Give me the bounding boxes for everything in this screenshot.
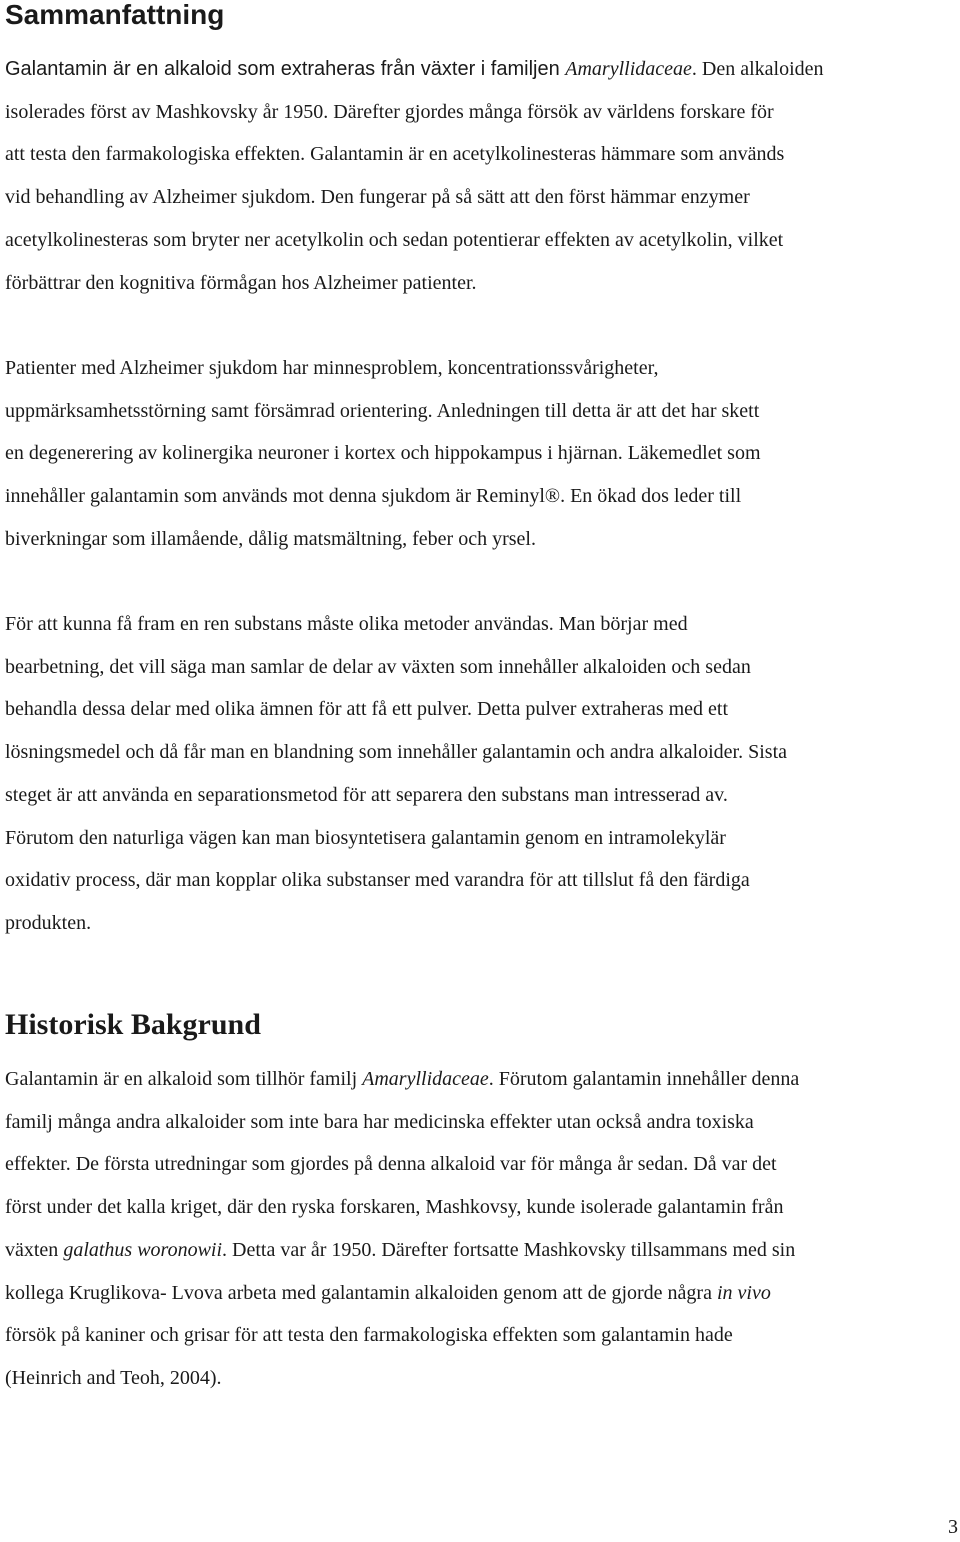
italic-term: Amaryllidaceae bbox=[565, 58, 692, 80]
text-line: Patienter med Alzheimer sjukdom har minnesproblem, koncentrationssvårigheter, bbox=[5, 357, 659, 379]
text-line: behandla dessa delar med olika ämnen för att få ett pulver. Detta pulver extraheras med ett bbox=[5, 698, 729, 721]
text-line: förbättrar den kognitiva förmågan hos Alzheimer patienter. bbox=[5, 271, 477, 294]
history-paragraph-1 bbox=[5, 1058, 955, 1400]
text-line: först under det kalla kriget, där den ryska forskaren, Mashkovsy, kunde isolerade galantamin från bbox=[5, 1196, 784, 1219]
text-line: lösningsmedel och då får man en blandning som innehåller galantamin och andra alkaloider. Sista bbox=[5, 741, 788, 764]
text-line: acetylkolinesteras som bryter ner acetylkolin och sedan potentierar effekten av acetylkolin, vilket bbox=[5, 228, 784, 251]
text-run: Galantamin är en alkaloid som tillhör familj bbox=[5, 1068, 363, 1090]
text-line bbox=[5, 1229, 955, 1272]
text-run: . Detta var år 1950. Därefter fortsatte Mashkovsky tillsammans med sin bbox=[222, 1238, 796, 1261]
text-line: steget är att använda en separationsmetod för att separera den substans man intresserad av. bbox=[5, 783, 728, 806]
page-number: 3 bbox=[948, 1516, 958, 1538]
text-line: att testa den farmakologiska effekten. Galantamin är en acetylkolinesteras hämmare som används bbox=[5, 143, 785, 166]
text-line: en degenerering av kolinergika neuroner i kortex och hippokampus i hjärnan. Läkemedlet som bbox=[5, 442, 761, 465]
text-run: . Den alkaloiden bbox=[691, 58, 824, 80]
text-line: familj många andra alkaloider som inte bara har medicinska effekter utan också andra toxiska bbox=[5, 1110, 754, 1133]
text-line: innehåller galantamin som används mot denna sjukdom är Reminyl®. En ökad dos leder till bbox=[5, 485, 742, 508]
text-line: vid behandling av Alzheimer sjukdom. Den fungerar på så sätt att den först hämmar enzymer bbox=[5, 186, 750, 209]
italic-term: in vivo bbox=[716, 1281, 771, 1304]
text-line: biverkningar som illamående, dålig matsmältning, feber och yrsel. bbox=[5, 527, 536, 550]
text-line bbox=[5, 1058, 955, 1101]
text-line: isolerades först av Mashkovsky år 1950. Därefter gjordes många försök av världens forskare för bbox=[5, 100, 774, 123]
text-run: växten bbox=[5, 1238, 64, 1261]
text-line: effekter. De första utredningar som gjordes på denna alkaloid var för många år sedan. Då var det bbox=[5, 1153, 777, 1176]
text-line: försök på kaniner och grisar för att testa den farmakologiska effekten som galantamin hade bbox=[5, 1324, 733, 1347]
italic-term: Amaryllidaceae bbox=[362, 1068, 489, 1090]
text-line: uppmärksamhetsstörning samt försämrad orientering. Anledningen till detta är att det har skett bbox=[5, 399, 760, 422]
summary-paragraph-1 bbox=[5, 48, 955, 304]
summary-paragraph-2 bbox=[5, 347, 955, 561]
italic-term: galathus woronowii bbox=[63, 1238, 223, 1261]
text-run: Galantamin är en alkaloid som extraheras från växter i familjen bbox=[5, 58, 566, 80]
section-title-historisk-bakgrund: Historisk Bakgrund bbox=[5, 1008, 261, 1041]
text-line: För att kunna få fram en ren substans måste olika metoder användas. Man börjar med bbox=[5, 613, 688, 635]
text-line: Förutom den naturliga vägen kan man biosyntetisera galantamin genom en intramolekylär bbox=[5, 826, 726, 849]
text-line: (Heinrich and Teoh, 2004). bbox=[5, 1366, 222, 1389]
text-line: produkten. bbox=[5, 911, 92, 934]
text-run: kollega Kruglikova- Lvova arbeta med galantamin alkaloiden genom att de gjorde några bbox=[5, 1281, 717, 1304]
section-title-sammanfattning: Sammanfattning bbox=[5, 0, 225, 30]
text-line: bearbetning, det vill säga man samlar de delar av växten som innehåller alkaloiden och sedan bbox=[5, 655, 751, 678]
text-line: oxidativ process, där man kopplar olika substanser med varandra för att tillslut få den färdiga bbox=[5, 869, 750, 892]
text-line bbox=[5, 1272, 955, 1315]
summary-paragraph-3 bbox=[5, 603, 955, 945]
text-line bbox=[5, 48, 955, 91]
text-run: . Förutom galantamin innehåller denna bbox=[488, 1068, 800, 1090]
